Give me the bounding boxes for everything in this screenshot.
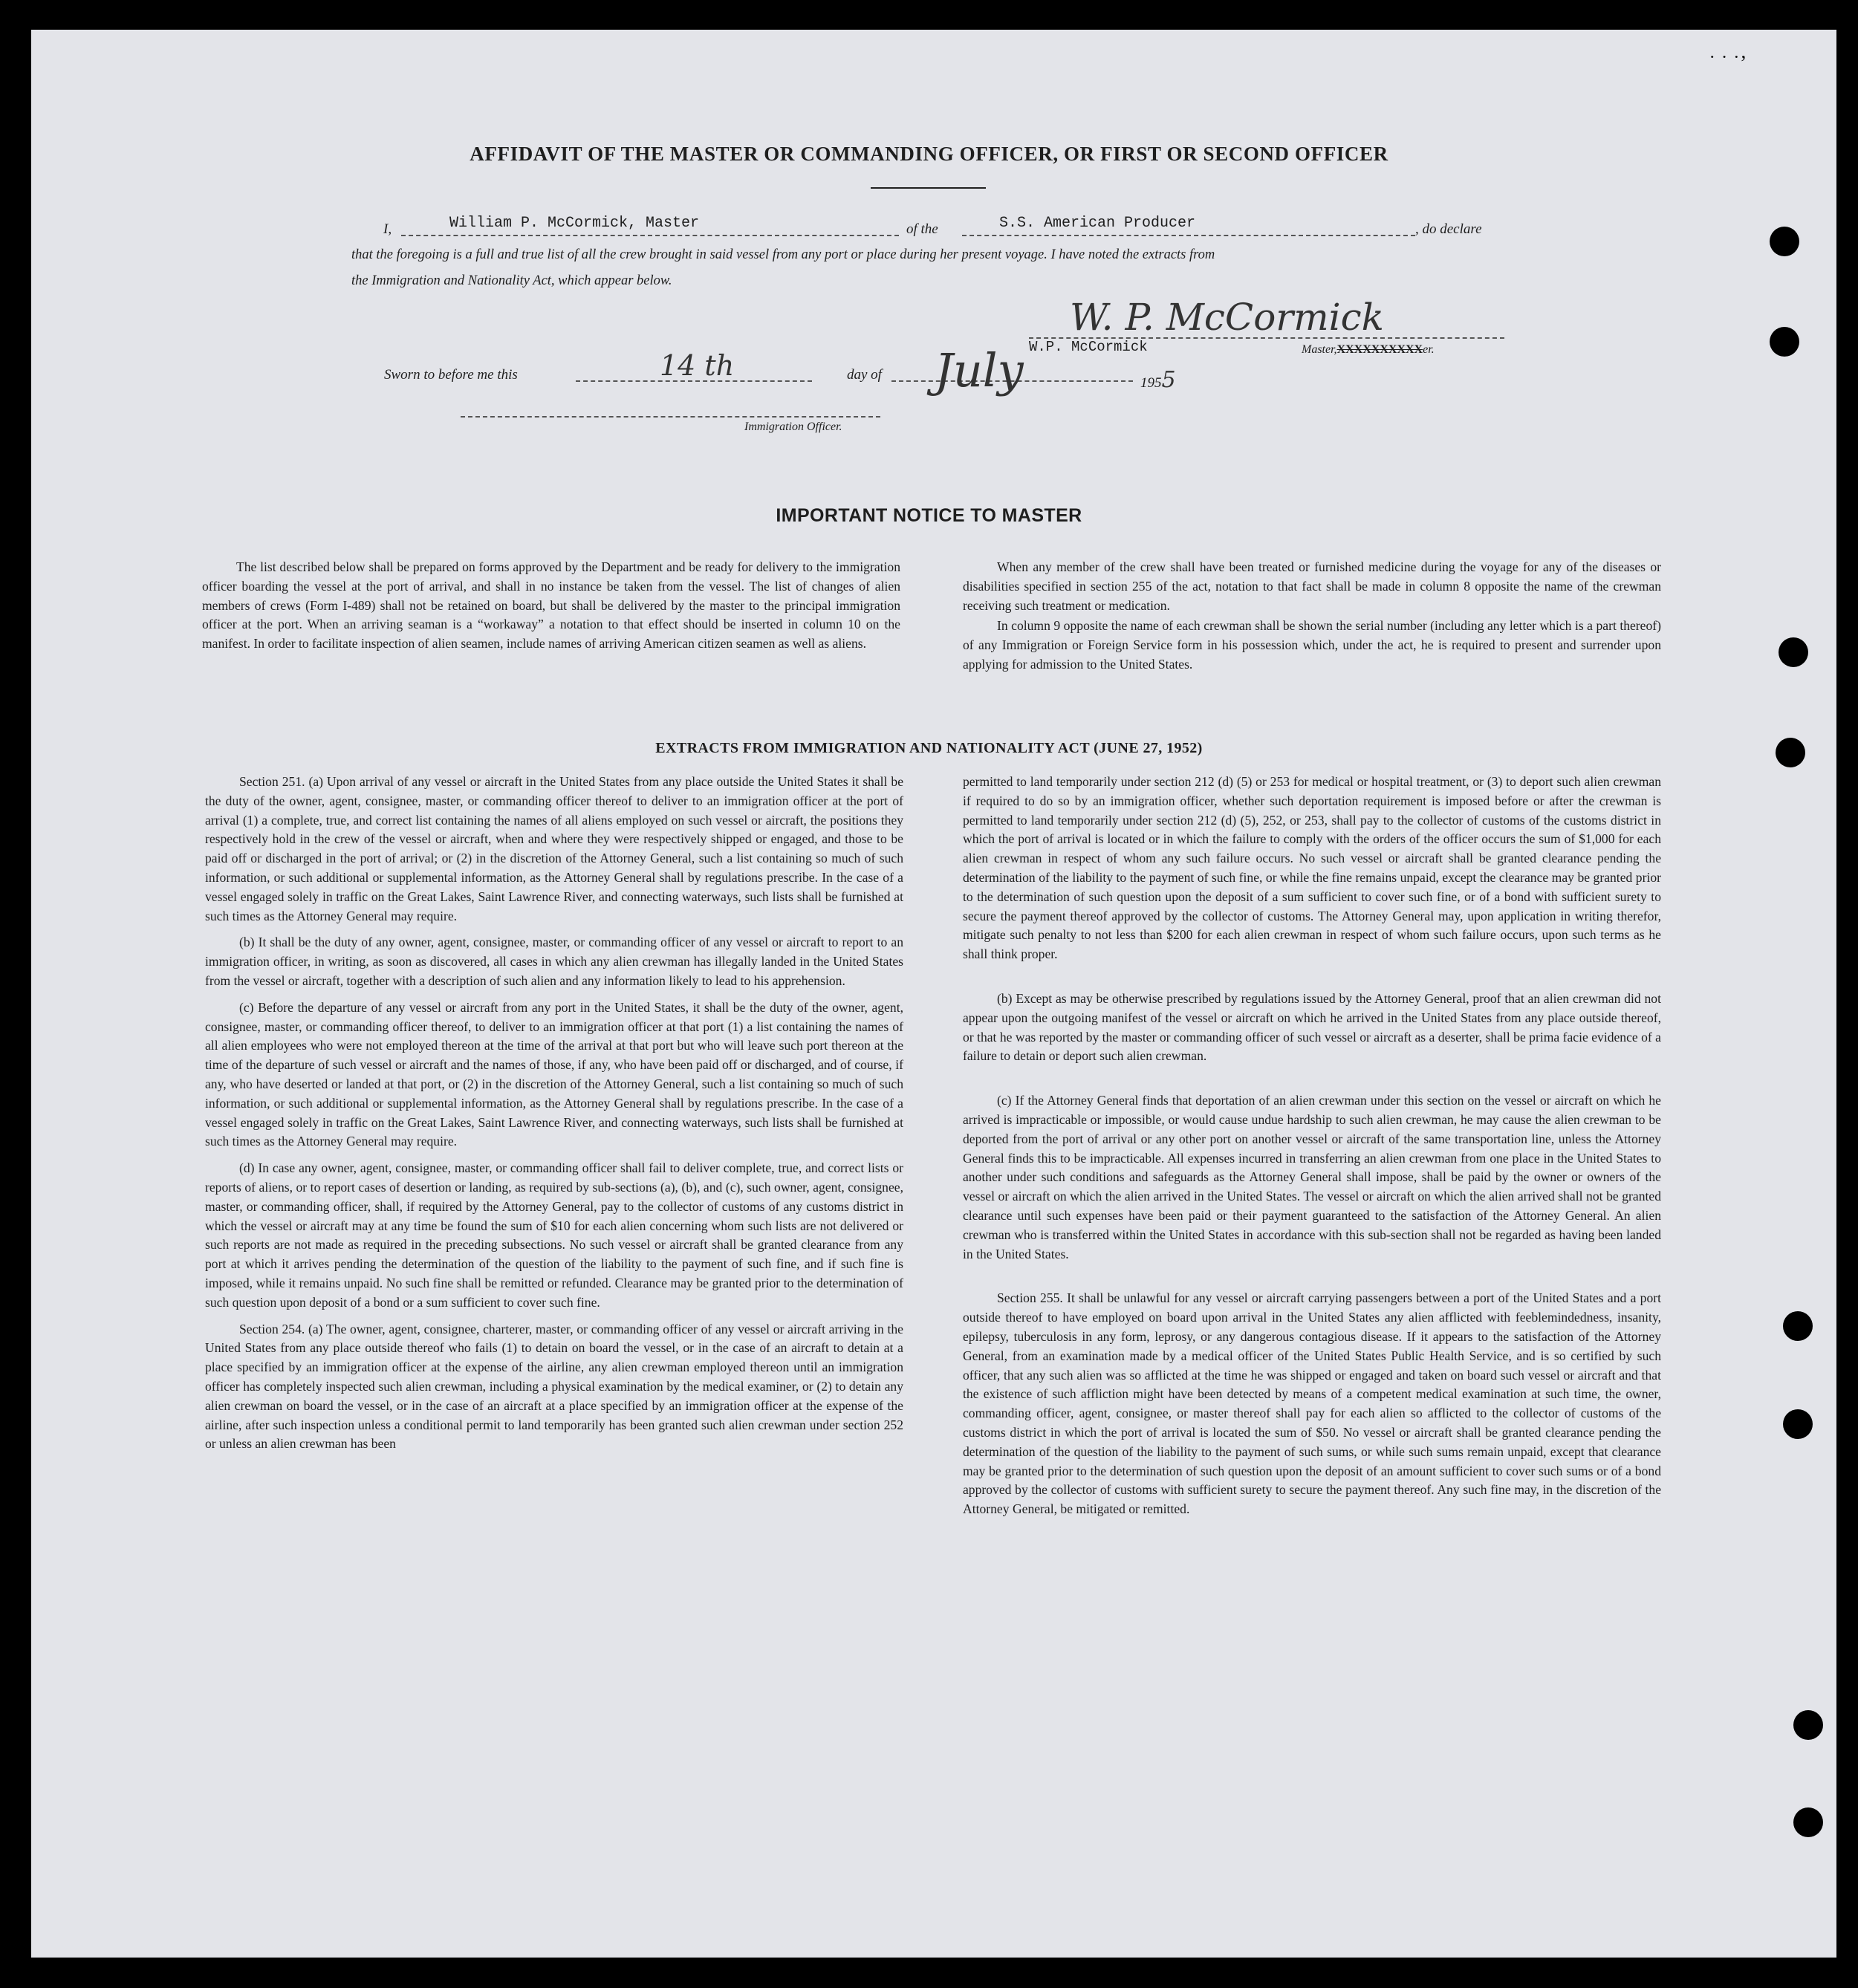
section-251a: Section 251. (a) Upon arrival of any vessel or aircraft in the United States from any place outside the United States it shall be the duty of the owner, agent, consignee, master, or commanding officer thereof to deliver to an immigration officer at the port of arrival (1) a complete, true, and correct list containing the names of all aliens employed on such vessel or aircraft, the positions they respectively hold in the crew of the vessel or aircraft, when and where they were respectively shipped or engaged, and those to be paid off or discharged in the port of arrival; or (2) in the discretion of the Attorney General, such a list containing so much of such information, or such additional or supplemental information, as the Attorney General shall by regulations prescribe. In the case of a vessel engaged solely in traffic on the Great Lakes, Saint Lawrence River, and connecting waterways, such lists shall be furnished at such times as the Attorney General may require. — [205, 774, 903, 923]
scan-speck-marks: ˙ ˙ ˙ʼ — [1709, 52, 1747, 75]
notice-left-column — [202, 558, 900, 661]
punch-hole — [1793, 1710, 1823, 1740]
notice-paragraph: In column 9 opposite the name of each crewman shall be shown the serial number (including any letter which is a part thereof) of any Immigration or Foreign Service form in his possession which, under the act, he is required to present and surrender upon applying for admission to the United States. — [963, 618, 1661, 672]
declaration-line-1: that the foregoing is a full and true list of all the crew brought in said vessel from any port or place during her present voyage. I have noted the extracts from — [351, 247, 1215, 262]
punch-hole — [1779, 637, 1808, 667]
signatory-title: Master,XXXXXXXXXXer. — [1302, 343, 1435, 356]
notice-right-column — [963, 558, 1661, 682]
sworn-year: 1955 — [1140, 367, 1176, 393]
immigration-officer-label: Immigration Officer. — [744, 420, 842, 433]
sworn-day-field[interactable]: 14 th — [660, 349, 735, 382]
punch-hole — [1793, 1807, 1823, 1837]
declarant-line — [401, 235, 899, 236]
sworn-month-field[interactable]: July — [935, 343, 1024, 397]
section-251c: (c) Before the departure of any vessel or aircraft from any port in the United States, it shall be the duty of the owner, agent, consignee, master, or commanding officer thereof, to deliver to an immigration officer at that port (1) a list containing the names of all alien employees who were not employed thereon at the time of the arrival at that port but who will leave such port thereon at the time of the departure of such vessel or aircraft and the names of those, if any, who have been paid off or discharged, and of course, if any, who have deserted or landed at that port, or (2) in the discretion of the Attorney General, such a list containing so much of such information, or such additional or supplemental information, as the Attorney General shall by regulations prescribe. In the case of a vessel engaged solely in traffic on the Great Lakes, Saint Lawrence River, and connecting waterways, such lists shall be furnished at such times as the Attorney General may require. — [205, 999, 903, 1149]
punch-hole — [1783, 1409, 1813, 1439]
pronoun-label: I, — [383, 221, 392, 237]
extracts-title: EXTRACTS FROM IMMIGRATION AND NATIONALITY ACT (JUNE 27, 1952) — [655, 740, 1203, 756]
sworn-label: Sworn to before me this — [384, 367, 518, 383]
of-the-label: of the — [906, 221, 938, 237]
section-254c: (c) If the Attorney General finds that deportation of an alien crewman under this section on the vessel or aircraft on which he arrived is impracticable or impossible, or would cause undue hardship to such alien crewman, he may cause the alien crewman to be deported from the port of arrival or any other port on another vessel or aircraft of the same transportation line, unless the Attorney General finds this to be impracticable. All expenses incurred in transferring an alien crewman from one place in the United States to another under such conditions and safeguards as the Attorney General shall impose, shall be paid by the owner or owners of the vessel or aircraft on which the alien arrived in the United States. The vessel or aircraft on which the alien arrived shall not be granted clearance until such expenses have been paid or their payment guaranteed to the satisfaction of the Attorney General. An alien crewman who is transferred within the United States in accordance with this sub-section shall not be regarded as having been landed in the United States. — [963, 1093, 1661, 1261]
affidavit-title: AFFIDAVIT OF THE MASTER OR COMMANDING OFFICER, OR FIRST OR SECOND OFFICER — [470, 143, 1388, 165]
day-of-label: day of — [847, 367, 882, 383]
extracts-right-column — [963, 773, 1661, 1527]
section-254b: (b) Except as may be otherwise prescribed by regulations issued by the Attorney General, proof that an alien crewman did not appear upon the outgoing manifest of the vessel or aircraft on which he arrived in the United States from any place outside thereof, or that he was reported by the master or commanding officer of such vessel or aircraft as a deserter, shall be prima facie evidence of a failure to detain or deport such alien crewman. — [963, 990, 1661, 1064]
declaration-line-2: the Immigration and Nationality Act, which appear below. — [351, 273, 672, 288]
immigration-officer-line — [461, 416, 880, 418]
struck-title-text: XXXXXXXXXX — [1336, 343, 1423, 356]
section-254a-continued: permitted to land temporarily under section 212 (d) (5) or 253 for medical or hospital treatment, or (3) to deport such alien crewman if required to do so by an immigration officer, whether such deportation requirement is imposed before or after the crewman is permitted to land temporarily under section 212 (d) (5), 252, or 253, shall pay to the collector of customs of the customs district in which the port of arrival is located or in which the failure to comply with the orders of the officer occurs the sum of $1,000 for each alien crewman in respect of whom any such failure occurs. No such vessel or aircraft shall be granted clearance pending the determination of the liability to the payment of such fine, or while the fine remains unpaid, except the clearance may be granted prior to the determination of such question upon the deposit of a sum sufficient to cover such fine, or of a bond with sufficient surety to secure the payment thereof approved by the collector of customs. The Attorney General may, upon application in writing therefor, mitigate such penalty to not less than $200 for each alien crewman in respect of whom such failure occurs, upon such terms as he shall think proper. — [963, 774, 1661, 962]
punch-hole — [1770, 227, 1799, 256]
do-declare-label: , do declare — [1415, 221, 1482, 237]
punch-hole — [1783, 1311, 1813, 1341]
punch-hole — [1770, 327, 1799, 357]
notice-paragraph: The list described below shall be prepared on forms approved by the Department and be ready for delivery to the immigration officer boarding the vessel at the port of arrival, and shall in no instance be taken from the vessel. The list of changes of alien members of crews (Form I-489) shall not be retained on board, but shall be delivered by the master to the principal immigration officer at the port. When an arriving seaman is a “workaway” a notation to that effect should be inserted in column 10 on the manifest. In order to facilitate inspection of alien seamen, include names of arriving American citizen seamen as well as aliens. — [202, 559, 900, 652]
sworn-year-suffix-field[interactable]: 5 — [1161, 367, 1176, 393]
title-divider — [871, 187, 986, 189]
master-signature: W. P. McCormick — [1070, 296, 1384, 339]
section-254a: Section 254. (a) The owner, agent, consignee, charterer, master, or commanding officer of any vessel or aircraft arriving in the United States from any place outside thereof who fails (1) to detain on board the vessel, or in the case of an aircraft to detain at a place specified by an immigration officer at the expense of the airline, any alien crewman employed thereon until an immigration officer has completely inspected such alien crewman, including a physical examination by the medical examiner, or (2) to detain any alien crewman on board the vessel, or in the case of an aircraft at a place specified by an immigration officer at the expense of the airline, after such inspection unless a conditional permit to land temporarily has been granted such alien crewman under section 252 or unless an alien crewman has been — [205, 1321, 903, 1452]
notice-title: IMPORTANT NOTICE TO MASTER — [776, 505, 1082, 526]
typed-signatory-name[interactable]: W.P. McCormick — [1029, 339, 1148, 355]
vessel-name-field[interactable]: S.S. American Producer — [999, 215, 1196, 232]
extracts-left-column — [205, 773, 903, 1461]
notice-paragraph: When any member of the crew shall have been treated or furnished medicine during the voyage for any of the diseases or disabilities specified in section 255 of the act, notation to that fact shall be made in column 8 opposite the name of the crewman receiving such treatment or medication. — [963, 559, 1661, 613]
section-251b: (b) It shall be the duty of any owner, agent, consignee, master, or commanding officer of any vessel or aircraft to report to an immigration officer, in writing, as soon as discovered, all cases in which any alien crewman has illegally landed in the United States from the vessel or aircraft, together with a description of such alien and any information likely to lead to his apprehension. — [205, 935, 903, 988]
vessel-line — [962, 235, 1415, 236]
section-255: Section 255. It shall be unlawful for any vessel or aircraft carrying passengers between a port of the United States and a port outside thereof to have employed on board upon arrival in the United States any alien afflicted with feeblemindedness, insanity, epilepsy, tuberculosis in any form, leprosy, or any dangerous contagious disease. If it appears to the satisfaction of the Attorney General, from an examination made by a medical officer of the United States Public Health Service, and is so certified by such officer, that any such alien was so afflicted at the time he was shipped or engaged and taken on board such vessel or aircraft and that the existence of such affliction might have been detected by means of a competent medical examination at such time, the owner, commanding officer, agent, consignee, or master thereof shall pay for each alien so afflicted to the collector of customs of the customs district in which the port of arrival is located the sum of $50. No vessel or aircraft shall be granted clearance pending the determination of the question of the liability to the payment of such sums, or while such sums remain unpaid, except that clearance may be granted prior to the determination of such question upon the deposit of an amount sufficient to cover such sums or of a bond approved by the collector of customs with sufficient surety to secure the payment thereof. Any such fine may, in the discretion of the Attorney General, be mitigated or remitted. — [963, 1290, 1661, 1517]
section-251d: (d) In case any owner, agent, consignee, master, or commanding officer shall fail to deliver complete, true, and correct lists or reports of aliens, or to report cases of desertion or landing, as required by sub-sections (a), (b), and (c), such owner, agent, consignee, master, or commanding officer, shall, if required by the Attorney General, pay to the collector of customs of any customs district in which the vessel or aircraft may at any time be found the sum of $10 for each alien concerning whom such lists are not delivered or such reports are not made as required in the preceding subsections. No such vessel or aircraft shall be granted clearance from any port at which it arrives pending the determination of the question of the liability to the payment of such fine, and if such fine is imposed, while it remains unpaid. No such fine shall be remitted or refunded. Clearance may be granted prior to the determination of such question upon deposit of a bond or a sum sufficient to cover such fine. — [205, 1160, 903, 1310]
declarant-name-field[interactable]: William P. McCormick, Master — [449, 215, 700, 232]
